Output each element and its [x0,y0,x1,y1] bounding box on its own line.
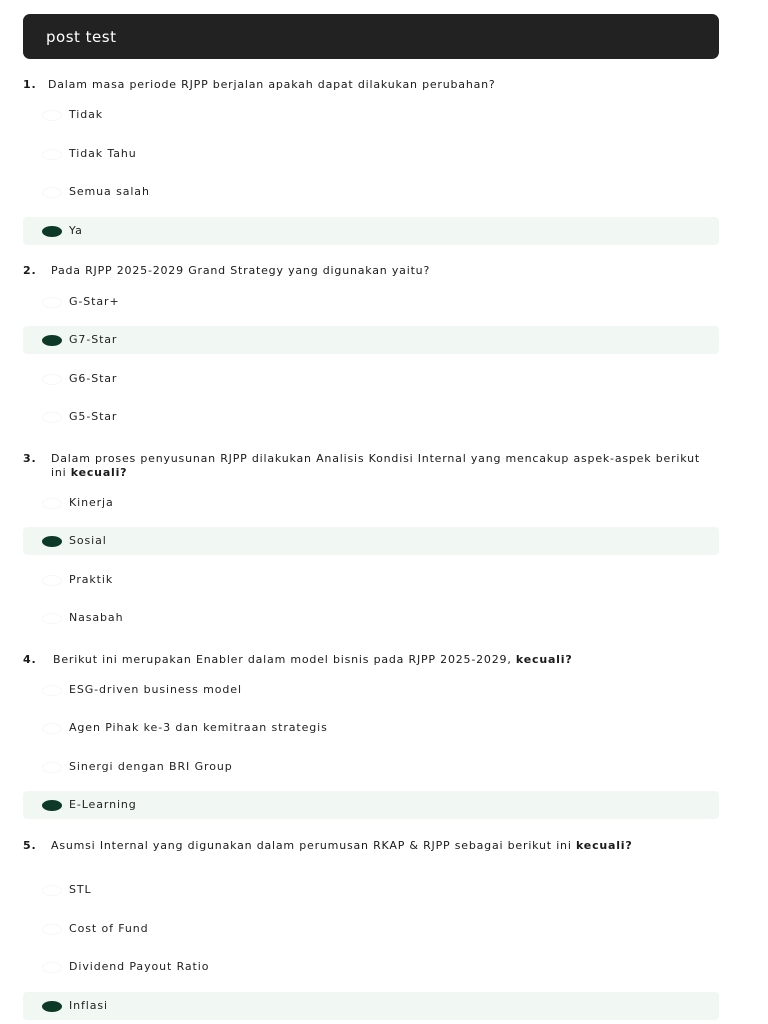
radio-button[interactable] [42,149,62,160]
radio-button[interactable] [42,374,62,385]
option-label: ESG-driven business model [69,683,242,696]
option-semua-salah[interactable] [23,178,719,206]
question-text [23,653,713,667]
radio-button-selected[interactable] [42,800,62,811]
option-label: Sinergi dengan BRI Group [69,760,233,773]
option-label: Kinerja [69,496,114,509]
option-label: Dividend Payout Ratio [69,960,210,973]
option-praktik[interactable] [23,566,719,594]
option-label: G7-Star [69,333,118,346]
option-e-learning[interactable] [23,791,719,819]
question-body [51,264,713,278]
option-label: G5-Star [69,410,118,423]
radio-button[interactable] [42,297,62,308]
question-label: Pada RJPP 2025-2029 Grand Strategy yang digunakan yaitu? [51,264,431,277]
radio-button-selected[interactable] [42,1001,62,1012]
question-text [23,78,713,92]
option-label: Inflasi [69,999,108,1012]
option-label: Tidak Tahu [69,147,137,160]
option-label: Sosial [69,534,107,547]
radio-button[interactable] [42,110,62,121]
question-body [48,78,713,92]
question-label: Asumsi Internal yang digunakan dalam perumusan RKAP & RJPP sebagai berikut ini [51,839,576,852]
question-label: Dalam masa periode RJPP berjalan apakah dapat dilakukan perubahan? [48,78,496,91]
option-label: Nasabah [69,611,124,624]
option-label: Praktik [69,573,114,586]
radio-button[interactable] [42,575,62,586]
question-number: 4. [23,653,37,666]
radio-button-selected[interactable] [42,536,62,547]
option-cost-of-fund[interactable] [23,915,719,943]
question-text [23,839,713,853]
question-emphasis: kecuali? [515,653,573,666]
option-label: Cost of Fund [69,922,149,935]
radio-button[interactable] [42,962,62,973]
radio-button[interactable] [42,613,62,624]
radio-button[interactable] [42,187,62,198]
option-label: G6-Star [69,372,118,385]
option-nasabah[interactable] [23,604,719,632]
option-esg-driven[interactable] [23,676,719,704]
radio-button[interactable] [42,924,62,935]
option-g5-star[interactable] [23,403,719,431]
option-g7-star[interactable] [23,326,719,354]
question-number: 2. [23,264,37,277]
radio-button[interactable] [42,723,62,734]
option-g6-star[interactable] [23,365,719,393]
option-label: Semua salah [69,185,150,198]
question-body [51,839,713,853]
page-title: post test [46,27,117,46]
radio-button[interactable] [42,685,62,696]
question-body [51,452,713,480]
option-sosial[interactable] [23,527,719,555]
option-g-star-plus[interactable] [23,288,719,316]
radio-button[interactable] [42,762,62,773]
option-ya[interactable] [23,217,719,245]
question-body [53,653,713,667]
option-label: E-Learning [69,798,137,811]
question-text [23,264,713,278]
question-label: Dalam proses penyusunan RJPP dilakukan Analisis Kondisi Internal yang mencakup aspek-aspek berikut ini [51,452,700,479]
question-number: 5. [23,839,37,852]
option-agen-pihak[interactable] [23,714,719,742]
radio-button[interactable] [42,885,62,896]
question-number: 3. [23,452,37,465]
radio-button-selected[interactable] [42,226,62,237]
option-label: Ya [69,224,83,237]
question-emphasis: kecuali? [575,839,633,852]
option-label: STL [69,883,92,896]
option-sinergi-bri[interactable] [23,753,719,781]
option-label: Tidak [69,108,104,121]
option-label: G-Star+ [69,295,120,308]
option-stl[interactable] [23,876,719,904]
option-tidak-tahu[interactable] [23,140,719,168]
radio-button-selected[interactable] [42,335,62,346]
question-text [23,452,713,480]
option-inflasi[interactable] [23,992,719,1020]
question-label: Berikut ini merupakan Enabler dalam model bisnis pada RJPP 2025-2029, [53,653,516,666]
question-emphasis: kecuali? [70,466,128,479]
option-dividend-payout[interactable] [23,953,719,981]
option-label: Agen Pihak ke-3 dan kemitraan strategis [69,721,328,734]
option-kinerja[interactable] [23,489,719,517]
radio-button[interactable] [42,412,62,423]
radio-button[interactable] [42,498,62,509]
page-header [23,14,719,59]
question-number: 1. [23,78,37,91]
option-tidak[interactable] [23,101,719,129]
